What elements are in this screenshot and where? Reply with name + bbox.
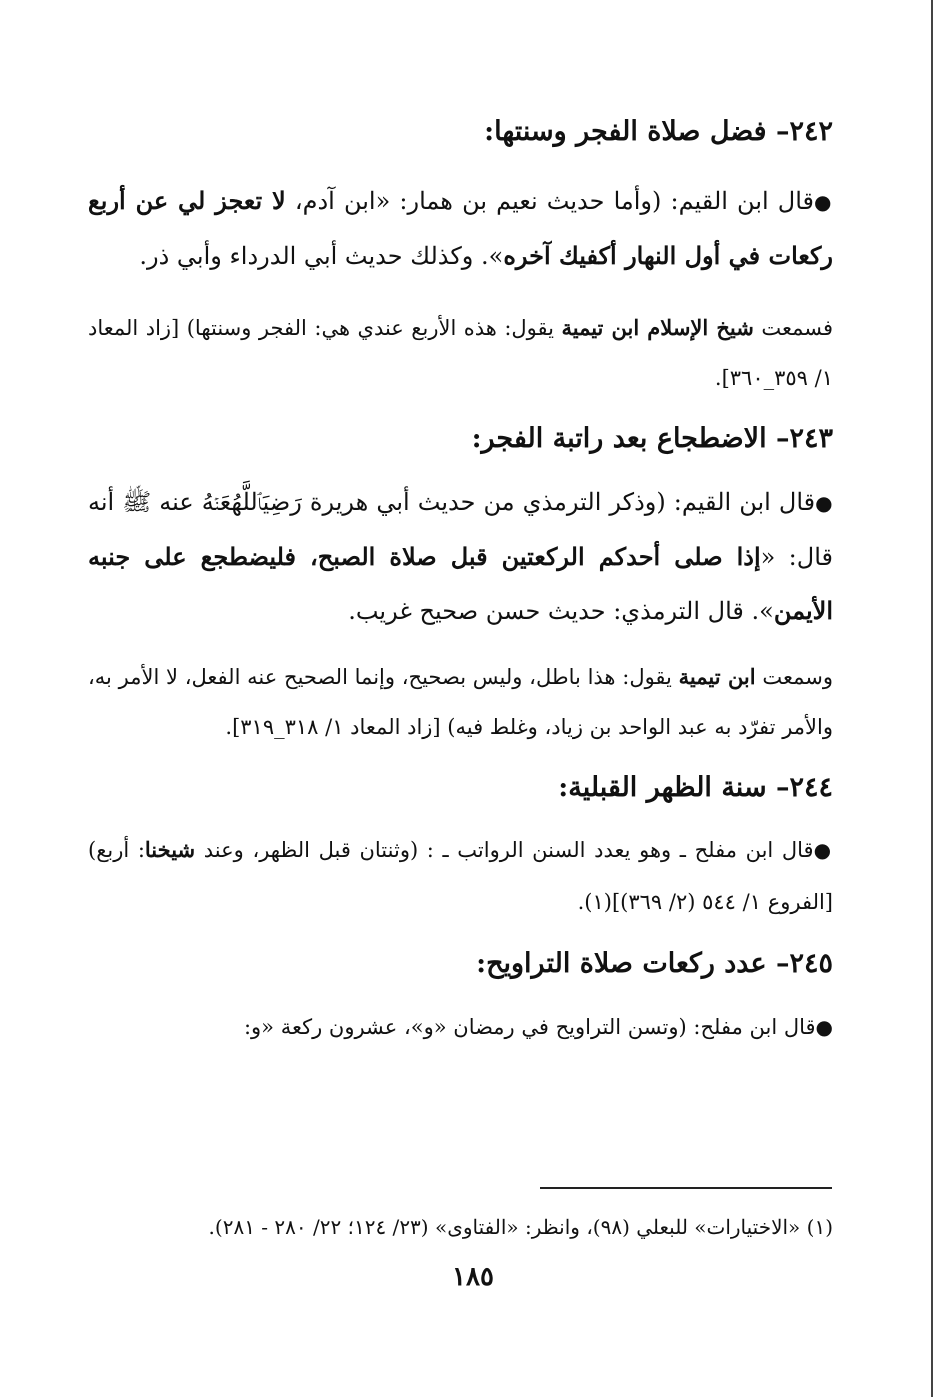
- section-heading-243: ٢٤٣– الاضطجاع بعد راتبة الفجر:: [471, 423, 833, 454]
- bullet-icon: ●: [813, 838, 833, 862]
- page-edge-line: [931, 0, 933, 1397]
- section-heading-245: ٢٤٥– عدد ركعات صلاة التراويح:: [476, 948, 833, 979]
- text-run: يقول: هذا باطل، وليس بصحيح، وإنما الصحيح عنه الفعل، لا الأمر به، والأمر تفرّد به عبد الواحد بن زياد، وغلط فيه) [زاد المعاد ١/ ٣١٨_٣١٩].: [88, 665, 833, 739]
- footnote-divider: [540, 1187, 832, 1189]
- text-run: قال ابن مفلح: (وتسن التراويح في رمضان «و»، عشرون ركعة «و:: [243, 1015, 816, 1039]
- footnote: (١) «الاختيارات» للبعلي (٩٨)، وانظر: «الفتاوى» (٢٣/ ١٢٤؛ ٢٢/ ٢٨٠ - ٢٨١).: [208, 1215, 833, 1239]
- page-body: [88, 110, 833, 1054]
- bold-text-run: ابن تيمية: [678, 664, 756, 689]
- text-run: قال ابن القيم: (وأما حديث نعيم بن همار: «ابن آدم،: [285, 187, 815, 215]
- bold-text-run: إذا صلى أحدكم الركعتين قبل صلاة الصبح، فليضطجع على جنبه الأيمن: [88, 542, 833, 625]
- section-heading-242: ٢٤٢– فضل صلاة الفجر وسنتها:: [484, 116, 833, 147]
- bold-text-run: لا تعجز لي عن أربع ركعات في أول النهار أكفيك آخره: [88, 186, 833, 270]
- text-run: وسمعت: [755, 665, 833, 689]
- bullet-icon: ●: [814, 190, 834, 214]
- bullet-icon: ●: [815, 1015, 833, 1039]
- text-run: ». وكذلك حديث أبي الدرداء وأبي ذر.: [139, 242, 504, 270]
- paragraph-244-1: [88, 824, 833, 928]
- bold-text-run: شيخنا: [144, 837, 196, 862]
- paragraph-242-1: [88, 174, 833, 283]
- text-run: قال ابن القيم: (وذكر الترمذي من حديث أبي هريرة رَضِيَٱللَّهُعَنۡهُ عنه ﷺ أنه قال: «: [88, 488, 833, 571]
- paragraph-243-1: [88, 475, 833, 638]
- paragraph-245-1: [88, 1000, 833, 1054]
- bold-text-run: شيخ الإسلام ابن تيمية: [561, 315, 754, 340]
- text-run: ». قال الترمذي: حديث حسن صحيح غريب.: [348, 597, 774, 625]
- text-run: فسمعت: [753, 316, 833, 340]
- text-run: يقول: هذه الأربع عندي هي: الفجر وسنتها) [زاد المعاد ١/ ٣٥٩_٣٦٠].: [88, 316, 833, 390]
- paragraph-243-2: [88, 652, 833, 752]
- section-heading-244: ٢٤٤– سنة الظهر القبلية:: [558, 772, 833, 803]
- text-run: قال ابن مفلح ـ وهو يعدد السنن الرواتب ـ : (وثنتان قبل الظهر، وعند: [195, 838, 814, 862]
- bullet-icon: ●: [815, 491, 833, 515]
- paragraph-242-2: [88, 303, 833, 403]
- page-number: ١٨٥: [452, 1262, 494, 1292]
- text-run: : أربع) [الفروع ١/ ٥٤٤ (٢/ ٣٦٩)](١).: [88, 838, 833, 914]
